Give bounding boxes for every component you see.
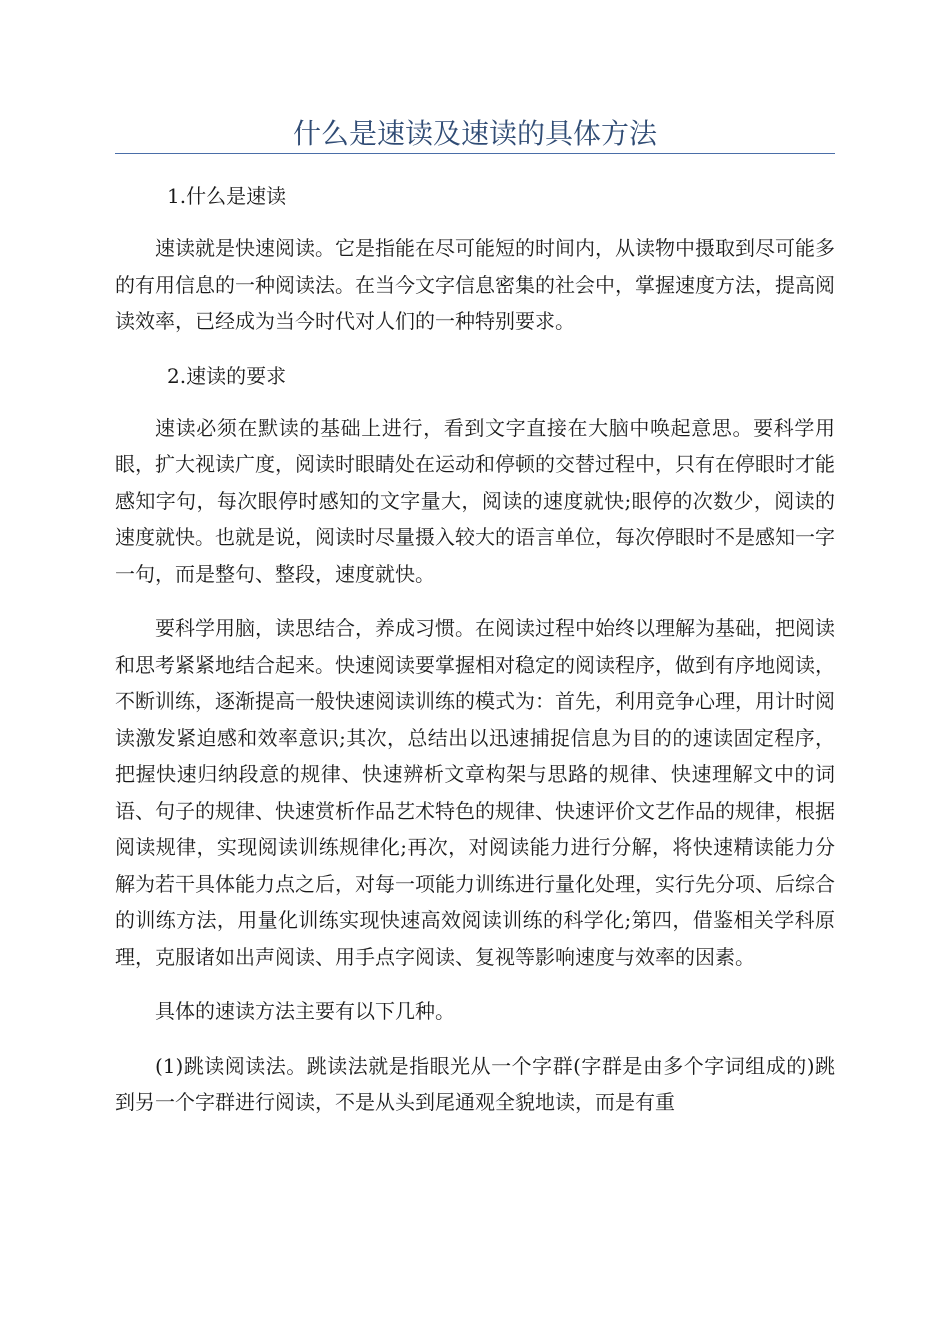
title-underline — [115, 153, 835, 154]
paragraph: 具体的速读方法主要有以下几种。 — [155, 999, 455, 1023]
document-body — [115, 178, 835, 1121]
section-heading-2: 2.速读的要求 — [167, 363, 287, 388]
paragraph: 要科学用脑，读思结合，养成习惯。在阅读过程中始终以理解为基础，把阅读和思考紧紧地结合起来。快速阅读要掌握相对稳定的阅读程序，做到有序地阅读，不断训练，逐渐提高一般快速阅读训练的模式为：首先，利用竞争心理，用计时阅读激发紧迫感和效率意识;其次，总结出以迅速捕捉信息为目的的速读固定程序，把握快速归纳段意的规律、快速辨析文章构架与思路的规律、快速理解文中的词语、句子的规律、快速赏析作品艺术特色的规律、快速评价文艺作品的规律，根据阅读规律，实现阅读训练规律化;再次，对阅读能力进行分解，将快速精读能力分解为若干具体能力点之后，对每一项能力训练进行量化处理，实行先分项、后综合的训练方法，用量化训练实现快速高效阅读训练的科学化;第四，借鉴相关学科原理，克服诸如出声阅读、用手点字阅读、复视等影响速度与效率的因素。 — [115, 616, 835, 969]
document-title: 什么是速读及速读的具体方法 — [292, 117, 657, 150]
paragraph: (1)跳读阅读法。跳读法就是指眼光从一个字群(字群是由多个字词组成的)跳到另一个字群进行阅读，不是从头到尾通观全貌地读，而是有重 — [115, 1053, 835, 1114]
paragraph: 速读就是快速阅读。它是指能在尽可能短的时间内，从读物中摄取到尽可能多的有用信息的一种阅读法。在当今文字信息密集的社会中，掌握速度方法，提高阅读效率，已经成为当今时代对人们的一种特别要求。 — [115, 236, 835, 333]
paragraph: 速读必须在默读的基础上进行，看到文字直接在大脑中唤起意思。要科学用眼，扩大视读广度，阅读时眼睛处在运动和停顿的交替过程中，只有在停眼时才能感知字句，每次眼停时感知的文字量大，阅读的速度就快;眼停的次数少，阅读的速度就快。也就是说，阅读时尽量摄入较大的语言单位，每次停眼时不是感知一字一句，而是整句、整段，速度就快。 — [115, 415, 835, 586]
section-heading-1: 1.什么是速读 — [167, 184, 287, 208]
